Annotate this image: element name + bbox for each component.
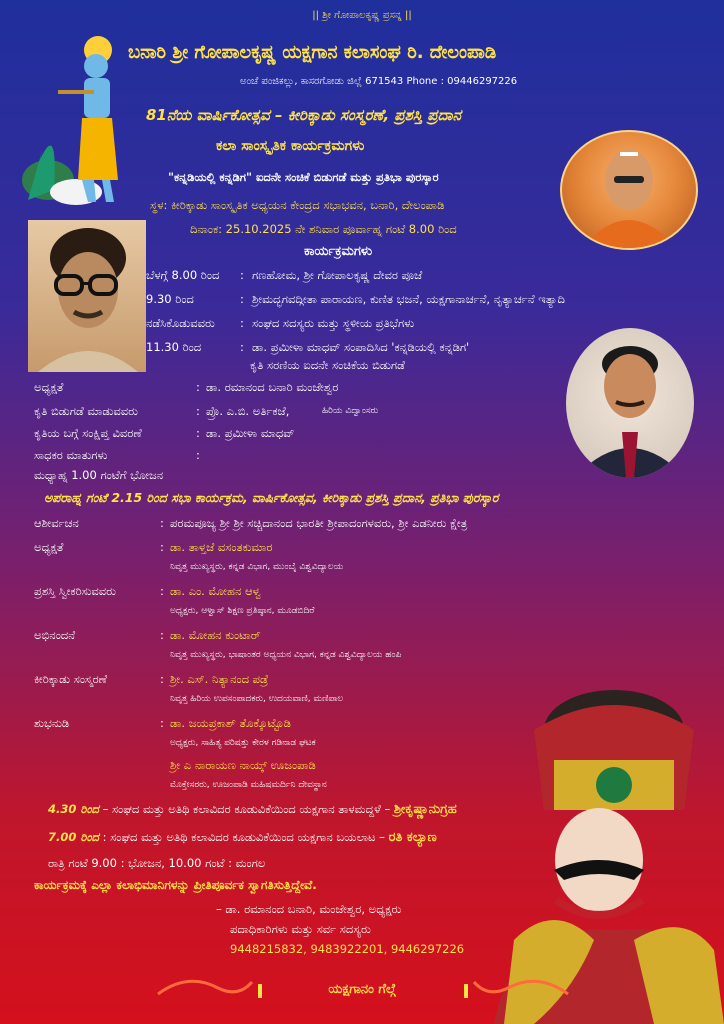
evening-title: ರತಿ ಕಲ್ಯಾಣ — [388, 830, 437, 845]
organization-address: ಅಂಚೆ ಪಂಜಿಕಲ್ಲು, ಕಾಸರಗೋಡು ಜಿಲ್ಲೆ 671543 Phone : 09446297226 — [240, 76, 518, 87]
cultural-programs-heading: ಕಲಾ ಸಾಂಸ್ಕೃತಿಕ ಕಾರ್ಯಕ್ರಮಗಳು — [216, 138, 365, 154]
programs-heading: ಕಾರ್ಯಕ್ರಮಗಳು — [304, 244, 373, 259]
evening-desc: – ಸಂಘದ ಮತ್ತು ಅತಿಥಿ ಕಲಾವಿದರ ಕೂಡುವಿಕೆಯಿಂದ ಯಕ್ಷಗಾನ ತಾಳಮದ್ದಳೆ – — [98, 802, 394, 816]
speaker-sep: : — [160, 628, 164, 642]
speaker-sep: : — [160, 516, 164, 530]
speaker-note: ನಿವೃತ್ತ ಮುಖ್ಯಸ್ಥರು, ಕನ್ನಡ ವಿಭಾಗ, ಮುಂಬೈ ವಿಶ್ವವಿದ್ಯಾಲಯ — [170, 562, 344, 572]
speaker-role: ಪ್ರಶಸ್ತಿ ಸ್ವೀಕರಿಸುವವರು — [34, 584, 116, 598]
swamiji-photo — [560, 130, 698, 250]
speaker-sep: : — [160, 540, 164, 554]
extra-guest-name: ಶ್ರೀ ಎ ನಾರಾಯಣ ನಾಯ್ಕ್ ಊಜಂಪಾಡಿ — [170, 758, 316, 772]
evening-item — [48, 802, 457, 817]
speaker-role: ಕೀರಿಕ್ಕಾಡು ಸಂಸ್ಮರಣೆ — [34, 672, 108, 686]
speaker-note: ನಿವೃತ್ತ ಮುಖ್ಯಸ್ಥರು, ಭಾಷಾಂತರ ಅಧ್ಯಯನ ವಿಭಾಗ, ಕನ್ನಡ ವಿಶ್ವವಿದ್ಯಾಲಯ ಹಂಪಿ — [170, 650, 402, 660]
session-role: ಕೃತಿ ಬಿಡುಗಡೆ ಮಾಡುವವರು — [34, 404, 138, 418]
venue-line: ಸ್ಥಳ: ಕೀರಿಕ್ಕಾಡು ಸಾಂಸ್ಕೃತಿಕ ಅಧ್ಯಯನ ಕೇಂದ್ರದ ಸಭಾಭವನ, ಬನಾರಿ, ದೇಲಂಪಾಡಿ — [150, 198, 445, 212]
krishna-illustration — [18, 30, 136, 210]
afternoon-heading: ಅಪರಾಹ್ನ ಗಂಟೆ 2.15 ರಿಂದ ಸಭಾ ಕಾರ್ಯಕ್ರಮ, ವಾರ್ಷಿಕೋತ್ಸವ, ಕೀರಿಕ್ಕಾಡು ಪ್ರಶಸ್ತಿ ಪ್ರದಾನ, ಪ್ರತಿಭಾ ಪುರಸ್ಕಾರ — [44, 490, 499, 505]
morning-sep: : — [240, 340, 244, 354]
speaker-name: ಡಾ. ಎಂ. ಮೋಹನ ಆಳ್ವ — [170, 584, 261, 598]
morning-sep: : — [240, 292, 244, 306]
speaker-name: ಶ್ರೀ. ಎಸ್. ನಿತ್ಯಾನಂದ ಪಡ್ರೆ — [170, 672, 269, 686]
speaker-name: ಡಾ. ತಾಳ್ತಜೆ ವಸಂತಕುಮಾರ — [170, 540, 273, 554]
morning-desc: ಶ್ರೀಮದ್ಭಗವದ್ಗೀತಾ ಪಾರಾಯಣ, ಕುಣಿತ ಭಜನೆ, ಯಕ್ಷಗಾನಾರ್ಚನೆ, ನೃತ್ಯಾರ್ಚನೆ ಇತ್ಯಾದಿ — [252, 292, 565, 306]
evening-item — [48, 830, 437, 845]
organization-name: ಬನಾರಿ ಶ್ರೀ ಗೋಪಾಲಕೃಷ್ಣ ಯಕ್ಷಗಾನ ಕಲಾಸಂಘ ರಿ. ದೇಲಂಪಾಡಿ — [128, 42, 497, 63]
morning-desc: ಸಂಘದ ಸದಸ್ಯರು ಮತ್ತು ಸ್ಥಳೀಯ ಪ್ರತಿಭೆಗಳು — [252, 316, 415, 330]
evening-desc: : ಸಂಘದ ಮತ್ತು ಅತಿಥಿ ಕಲಾವಿದರ ಕೂಡುವಿಕೆಯಿಂದ ಯಕ್ಷಗಾನ ಬಯಲಾಟ – — [98, 830, 389, 844]
speaker-sep: : — [160, 672, 164, 686]
evening-time: 7.00 ರಿಂದ — [48, 830, 99, 844]
session-name: ಪ್ರೊ. ಎ.ಬಿ. ಅರ್ತಿಕಜೆ, — [206, 404, 290, 418]
kirikkadu-portrait — [28, 220, 146, 372]
evening-time: 4.30 ರಿಂದ — [48, 802, 99, 816]
book-release-announcement: "ಕನ್ನಡಿಯಲ್ಲಿ ಕನ್ನಡಿಗ" ಐದನೇ ಸಂಚಿಕೆ ಬಿಡುಗಡೆ ಮತ್ತು ಪ್ರತಿಭಾ ಪುರಸ್ಕಾರ — [168, 170, 439, 184]
speaker-note: ನಿವೃತ್ತ ಹಿರಿಯ ಉಪಸಂಪಾದಕರು, ಉದಯವಾಣಿ, ಮಣಿಪಾಲ — [170, 694, 344, 704]
session-sep: : — [196, 448, 200, 462]
session-sep: : — [196, 404, 200, 418]
session-role: ಕೃತಿಯ ಬಗ್ಗೆ ಸಂಕ್ಷಿಪ್ತ ವಿವರಣೆ — [34, 426, 142, 440]
morning-desc: ಗಣಹೋಮ, ಶ್ರೀ ಗೋಪಾಲಕೃಷ್ಣ ದೇವರ ಪೂಜೆ — [252, 268, 423, 282]
morning-time: 11.30 ರಿಂದ — [146, 340, 202, 354]
speaker-role: ಆಶೀರ್ವಚನ — [34, 516, 79, 530]
morning-sep: : — [240, 268, 244, 282]
speaker-role: ಶುಭನುಡಿ — [34, 716, 70, 730]
extra-guest-note: ಮೊಕ್ತೇಸರರು, ಊಜಂಪಾಡಿ ಮಹಿಷಮರ್ದಿನಿ ದೇವಸ್ಥಾನ — [170, 780, 327, 790]
date-line: ದಿನಾಂಕ: 25.10.2025 ನೇ ಶನಿವಾರ ಪೂರ್ವಾಹ್ನ ಗಂಟೆ 8.00 ರಿಂದ — [190, 222, 457, 236]
session-sep: : — [196, 380, 200, 394]
speaker-name: ಡಾ. ಜಯಪ್ರಕಾಶ್ ತೊಕ್ಕೊಟ್ಟೊಡಿ — [170, 716, 291, 730]
speaker-name: ಪರಮಪೂಜ್ಯ ಶ್ರೀ ಶ್ರೀ ಸಚ್ಚಿದಾನಂದ ಭಾರತೀ ಶ್ರೀಪಾದಂಗಳವರು, ಶ್ರೀ ಎಡನೀರು ಕ್ಷೇತ್ರ — [170, 516, 468, 530]
speaker-note: ಅಧ್ಯಕ್ಷರು, ಸಾಹಿತ್ಯ ಪರಿಷತ್ತು ಕೇರಳ ಗಡಿನಾಡ ಘಟಕ — [170, 738, 316, 748]
session-note: ಹಿರಿಯ ವಿದ್ವಾಂಸರು — [322, 406, 379, 416]
speaker-sep: : — [160, 584, 164, 598]
signoff-members: ಪದಾಧಿಕಾರಿಗಳು ಮತ್ತು ಸರ್ವ ಸದಸ್ಯರು — [230, 922, 371, 936]
footer-slogan: ಯಕ್ಷಗಾನಂ ಗೆಲ್ಗೆ — [328, 982, 396, 997]
speaker-name: ಡಾ. ಮೋಹನ ಕುಂಟಾರ್ — [170, 628, 261, 642]
invocation-line: || ಶ್ರೀ ಗೋಪಾಲಕೃಷ್ಣ ಪ್ರಸನ್ನ || — [312, 10, 412, 21]
morning-desc: ಡಾ. ಪ್ರಮೀಳಾ ಮಾಧವ್ ಸಂಪಾದಿಸಿದ 'ಕನ್ನಡಿಯಲ್ಲಿ ಕನ್ನಡಿಗ' — [252, 340, 470, 354]
morning-time: ಬೆಳಗ್ಗೆ 8.00 ರಿಂದ — [146, 268, 220, 282]
session-role: ಸಾಧಕರ ಮಾತುಗಳು — [34, 448, 108, 462]
welcome-line: ಕಾರ್ಯಕ್ರಮಕ್ಕೆ ಎಲ್ಲಾ ಕಲಾಭಿಮಾನಿಗಳನ್ನು ಪ್ರೀತಿಪೂರ್ವಕ ಸ್ವಾಗತಿಸುತ್ತಿದ್ದೇವೆ. — [34, 878, 317, 892]
evening-title: ಶ್ರೀಕೃಷ್ಣಾನುಗ್ರಹ — [393, 802, 457, 817]
signoff-president: – ಡಾ. ರಮಾನಂದ ಬನಾರಿ, ಮಂಜೇಶ್ವರ, ಅಧ್ಯಕ್ಷರು — [216, 902, 402, 916]
morning-time: ನಡೆಸಿಕೊಡುವವರು — [146, 316, 215, 330]
lunch-line: ಮಧ್ಯಾಹ್ನ 1.00 ಗಂಟೆಗೆ ಭೋಜನ — [34, 468, 164, 482]
session-role: ಅಧ್ಯಕ್ಷತೆ — [34, 380, 64, 394]
guest-photo — [566, 328, 694, 478]
morning-sep: : — [240, 316, 244, 330]
contact-phones: 9448215832, 9483922201, 9446297226 — [230, 942, 465, 956]
morning-time: 9.30 ರಿಂದ — [146, 292, 194, 306]
anniversary-heading: 81ನೆಯ ವಾರ್ಷಿಕೋತ್ಸವ – ಕೀರಿಕ್ಕಾಡು ಸಂಸ್ಮರಣೆ, ಪ್ರಶಸ್ತಿ ಪ್ರದಾನ — [146, 106, 461, 124]
speaker-note: ಅಧ್ಯಕ್ಷರು, ಆಳ್ವಾಸ್ ಶಿಕ್ಷಣ ಪ್ರತಿಷ್ಠಾನ, ಮೂಡಬಿದಿರೆ — [170, 606, 315, 616]
session-name: ಡಾ. ರಮಾನಂದ ಬನಾರಿ ಮಂಜೇಶ್ವರ — [206, 380, 339, 394]
book-release-subline: ಕೃತಿ ಸರಣಿಯ ಐದನೇ ಸಂಚಿಕೆಯ ಬಿಡುಗಡೆ — [250, 358, 405, 372]
speaker-role: ಅಭಿನಂದನೆ — [34, 628, 76, 642]
night-line: ರಾತ್ರಿ ಗಂಟೆ 9.00 : ಭೋಜನ, 10.00 ಗಂಟೆ : ಮಂಗಲ — [48, 856, 266, 870]
session-name: ಡಾ. ಪ್ರಮೀಳಾ ಮಾಧವ್ — [206, 426, 295, 440]
session-sep: : — [196, 426, 200, 440]
speaker-sep: : — [160, 716, 164, 730]
speaker-role: ಅಧ್ಯಕ್ಷತೆ — [34, 540, 64, 554]
